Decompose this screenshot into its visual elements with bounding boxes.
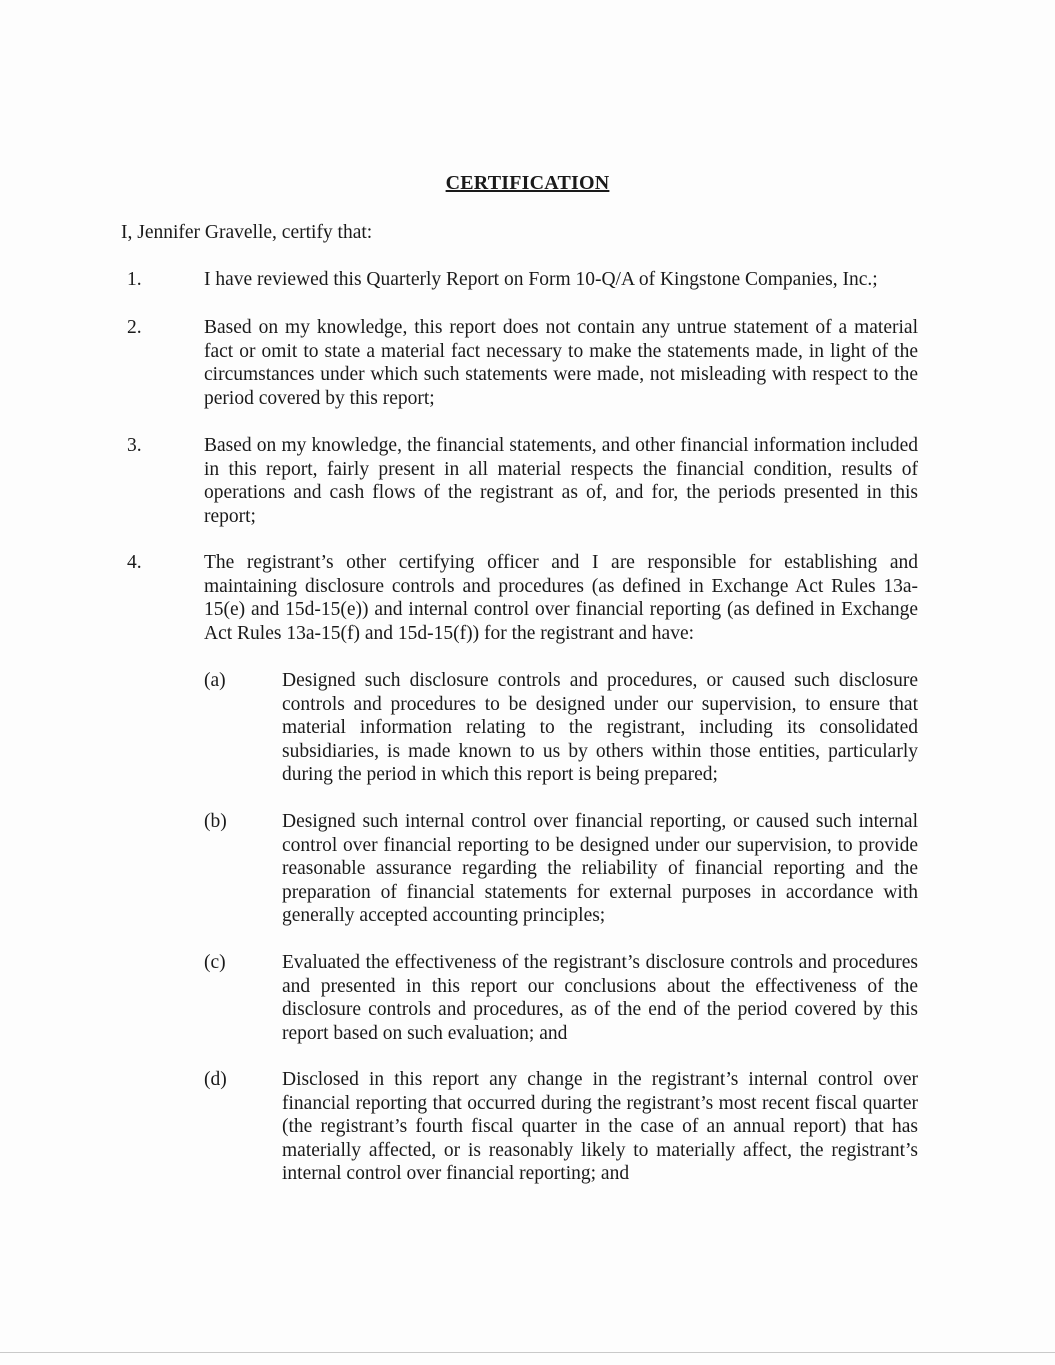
item-text: The registrant’s other certifying officer and I are responsible for establishing and maintaining disclosure controls and procedures (as defined in Exchange Act Rules 13a-15(e) and 15d-15(e)) and internal control over financial reporting (as defined in Exchange Act Rules 13a-15(f) and 15d-15(f)) for the registrant and have: [204, 552, 918, 644]
subitem-text: Disclosed in this report any change in the registrant’s internal control over financial reporting that occurred during the registrant’s most recent fiscal quarter (the registrant’s fourth fiscal quarter in the case of an annual report) that has materially affected, or is reasonably likely to materially affect, the registrant’s internal control over financial reporting; and [282, 1069, 918, 1184]
subitem-d [204, 1068, 921, 1186]
document-title: CERTIFICATION [445, 172, 610, 194]
item-number: 3. [127, 435, 142, 456]
subitem-letter: (b) [204, 811, 227, 832]
item-text: Based on my knowledge, this report does not contain any untrue statement of a material fact or omit to state a material fact necessary to make the statements made, in light of the circumstances under which such statements were made, not misleading with respect to the period covered by this report; [204, 317, 918, 409]
subitem-text: Designed such internal control over financial reporting, or caused such internal control over financial reporting to be designed under our supervision, to provide reasonable assurance regarding the reliability of financial reporting and the preparation of financial statements for external purposes in accordance with generally accepted accounting principles; [282, 811, 918, 926]
numbered-item-2 [121, 316, 921, 410]
subitem-text: Designed such disclosure controls and procedures, or caused such disclosure controls and procedures to be designed under our supervision, to ensure that material information relating to the registrant, including its consolidated subsidiaries, is made known to us by others within those entities, particularly during the period in which this report is being prepared; [282, 670, 918, 785]
item-number: 1. [127, 269, 142, 290]
subitem-letter: (c) [204, 952, 226, 973]
numbered-item-3 [121, 434, 921, 528]
numbered-item-4 [121, 551, 921, 645]
item-number: 2. [127, 317, 142, 338]
numbered-item-1 [121, 268, 921, 292]
certification-intro: I, Jennifer Gravelle, certify that: [121, 222, 373, 243]
subitem-b [204, 810, 921, 928]
item-text: I have reviewed this Quarterly Report on Form 10-Q/A of Kingstone Companies, Inc.; [204, 269, 878, 290]
item-text: Based on my knowledge, the financial statements, and other financial information included in this report, fairly present in all material respects the financial condition, results of operations and cash flows of the registrant as of, and for, the periods presented in this report; [204, 435, 918, 527]
subitem-letter: (a) [204, 670, 226, 691]
subitem-a [204, 669, 921, 787]
subitem-text: Evaluated the effectiveness of the registrant’s disclosure controls and procedures and presented in this report our conclusions about the effectiveness of the disclosure controls and procedures, as of the end of the period covered by this report based on such evaluation; and [282, 952, 918, 1044]
page-bottom-edge [0, 1352, 1055, 1353]
subitem-letter: (d) [204, 1069, 227, 1090]
item-number: 4. [127, 552, 142, 573]
subitem-c [204, 951, 921, 1045]
